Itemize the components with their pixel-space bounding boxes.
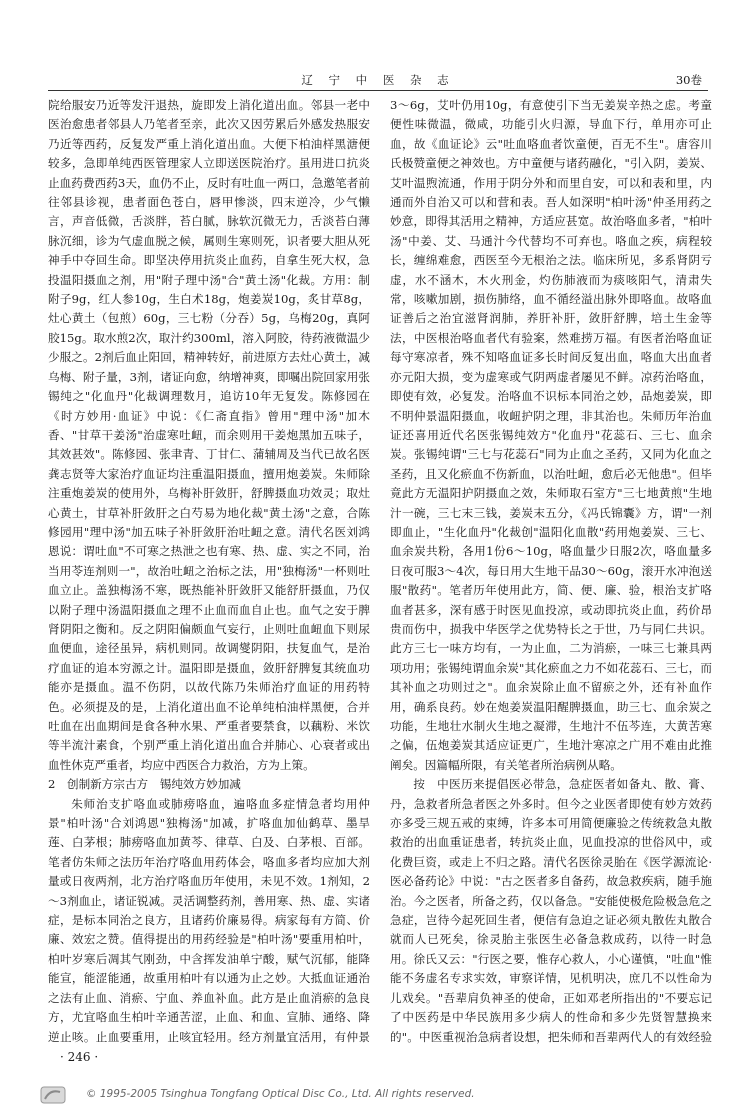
page-number: · 246 · <box>60 1050 99 1064</box>
journal-title: 辽 宁 中 医 杂 志 <box>301 73 455 87</box>
right-column <box>390 96 712 1046</box>
volume-label: 30卷 <box>675 73 702 87</box>
paragraph: 朱师治支扩咯血或肺痨咯血，遍咯血多症情急者均用仲景"柏叶汤"合刘鸿恩"独梅汤"加减，扩咯血加仙鹤草、墨旱莲、白茅根；肺痨咯血加黄芩、律草、白及、白茅根、百部。笔者仿朱师之法历年治疗咯血用药体会，咯血多者均应加大剂量或日夜两剂，北方治疗咯血历年使用，未见不效。1剂知，2～3剂血止，诸证锐减。灵活调整药剂，善用寒、热、虚、实诸症，是标本同治之良方，且诸药价廉易得。病家每有方简、价廉、效宏之赞。值得提出的用药经验是"柏叶汤"要重用柏叶，柏叶岁寒后凋其气刚劲，中含挥发油单宁酸，赋气沉郁，能降能宣，能涩能通，故重用柏叶有以通为止之妙。大抵血证通治之法有止血、消瘀、宁血、养血补血。此方是止血消瘀的急良方，尤宜咯血生柏叶辛通苦涩，止血、和血、宣肺、通络、降逆止咳。止血要重用，止咳宜轻用。经方剂量宜活用，有仲景 <box>48 796 370 1044</box>
running-header <box>48 70 708 91</box>
paragraph: 院给服安乃近等发汗退热，旋即发上消化道出血。邻县一老中医治愈患者邻县人乃笔者至亲，此次又因劳累后外感发热服安乃近等西药，反复发严重上消化道出血。大便下柏油样黑溏便较多，急即单纯西医管理家人立即送医院治疗。虽用进口抗炎止血药费西药3天，血仍不止，反时有吐血一两口，急邀笔者前往邻县诊视，患者面色苍白，唇甲惨淡，四末逆冷，少气懒言，声音低微，舌淡胖，苔白腻，脉软沉微无力，舌淡苔白薄脉沉细，诊为气虚血脱之候，属则生寒则死，识者要大胆从死神手中夺回生命。即坚决停用抗炎止血药，自拿生死大权，急投温阳摄血之剂，用"附子理中汤"合"黄土汤"化裁。方用：制附子9g，红人参10g，生白术18g，炮姜炭10g，炙甘草8g，灶心黄土（包煎）60g，三七粉（分吞）5g，乌梅20g，真阿胶15g。取水煎2次，取汁约300ml，溶入阿胶，待药液微温少少服之。2剂后血止阳回，精神转好，前进原方去灶心黄土，减乌梅、附子量，3剂，诸证向愈，纳增神爽，即嘱出院回家用张锡纯之"化血丹"化裁调理数月，追访10年无复发。陈修园在《时方妙用·血证》中说：《仁斋直指》曾用"理中汤"加木香、"甘草干姜汤"治虚寒吐衄，而余则用干姜炮黑加五味子，其效甚效"。陈修园、张聿青、丁甘仁、蒲辅周及当代已故名医龚志贤等大家治疗血证均注重温阳摄血，擅用炮姜炭。朱师除注重炮姜炭的使用外，乌梅补肝敛肝，舒脾摄血功效灵；取灶心黄土，甘草补肝敛肝之白芍易为地化裁"黄土汤"之意，合陈修园用"理中汤"加五味子补肝敛肝治吐衄之意。清代名医刘鸿恩说：谓吐血"不可寒之热泄之也有寒、热、虚、实之不同，治当用苓连剂则一"，故治吐衄之治标之法，用"独梅汤"一杯则吐血立止。盖独梅汤不寒，既热能补肝敛肝又能舒肝摄血，乃仅以附子理中汤温阳摄血之理不止血而血自止也。血气之安于脾肾阴阳之衡和。反之阴阳偏颇血气妄行，止则吐血衄血下则尿血便血，途径虽异，病机则同。故调燮阴阳，扶复血气，是治疗血证的追本穷源之计。温阳即是摄血，敛肝舒脾复其统血功能亦是摄血。温不伤阴，以故代陈乃朱师治疗血证的用药特色。必须提及的是，上消化道出血不论单纯柏油样黑便，合并吐血在出血期间是食各种水果、严重者要禁食，以藕粉、米饮等半流汁素食，个别严重上消化道出血合并肺心、心衰者或出血性休克严重者，均应中西医合力救治，方为上策。 <box>48 98 370 772</box>
publisher-logo-icon <box>40 1086 66 1104</box>
section-heading: 2 创制新方宗古方 锡纯效方妙加减 <box>48 777 241 792</box>
copyright-notice: © 1995-2005 Tsinghua Tongfang Optical Disc Co., Ltd. All rights reserved. <box>86 1088 475 1100</box>
paragraph: 3～6g，艾叶仍用10g，有意使引下当无姜炭辛热之虑。考童便性味微温，微咸，功能引火归源，导血下行，单用亦可止血，故《血证论》云"吐血咯血者饮童便，百无不生"。唐容川氏极赞童便之神效也。方中童便与诸药融化，"引入阴，姜炭、艾叶温煦流通，作用于阴分外和而里自安，可以和表和里，内通而外自治又可以和营和表。吾人如深明"柏叶汤"仲圣用药之妙意，即得其活用之精神，方适应甚宽。故治咯血多者，"柏叶汤"中姜、艾、马通汁今代替均不可弃也。咯血之疾，病程较长，缠绵难愈，西医至今无根治之法。临床所见，多系肾阴亏虚，水不涵木，木火刑金，灼伤肺液而为痰咳阳气，清肃失常，咳嗽加剧，损伤肺络，血不循经溢出脉外即咯血。故咯血证善后之治宜滋肾润肺，养肝补肝，敛肝舒脾，培土生金等法，中医根治咯血者代有验案，然难捞万福。有医者治咯血证每守寒凉者，殊不知咯血证多长时间反复出血，咯血大出血者亦元阳大损，变为虚寒或气阴两虚者屡见不鲜。凉药治咯血，即使有效，必复发。治咯血不识标本同治之妙，品炮姜炭，即不明仲景温阳摄血，收衄护阴之理，非其治也。朱师历年治血证还喜用近代名医张锡纯效方"化血丹"花蕊石、三七、血余炭。张锡纯谓"三七与花蕊石"同为止血之圣药，又同为化血之圣药，且又化瘀血不伤新血，以治吐衄，愈后必无他患"。但毕竟此方无温阳护阴摄血之效，朱师取石室方"三七地黄煎"生地汁一碗，三七末三钱，姜炭末五分，《冯氏锦囊》方，谓"一剂即血止，"生化血丹"化裁创"温阳化血散"药用炮姜炭、三七、血余炭共粉，各用1份6～10g，咯血量少日服2次，咯血量多日夜可服3～4次，每日用大生地干品30～60g，滚开水冲泡送服"散药"。笔者历年使用此方，简、便、廉、验，根治支扩咯血者甚多，深有感于时医见血投凉，或动即抗炎止血，药价昂贵而伤中，损我中华医学之优势特长之于世，乃与同仁共识。此方三七一味方均有，一为止血，二为消瘀，一味三七兼具两项功用；张锡纯谓血余炭"其化瘀血之力不如花蕊石、三七，而其补血之功则过之"。血余炭除止血不留瘀之外，还有补血作用，确系良药。妙在炮姜炭温阳醒脾摄血，助三七、血余炭之功能，生地壮水制火生地之凝滞，生地汁不伍芩连，大黄苦寒之偏，伍炮姜炭其适应证更广，生地汁寒凉之广用不难由此推阐矣。因篇幅所限，有关笔者所治病例从略。 <box>390 98 712 772</box>
article-body <box>48 96 712 1046</box>
left-column <box>48 96 370 1046</box>
footer <box>40 1086 720 1106</box>
paragraph: 按 中医历来提倡医必带急，急症医者如备丸、散、膏、丹，急救者所急者医之外多时。但今之业医者即使有妙方效药亦多受三规五戒的束缚，许多本可用简便廉验之传统救急丸散救治的出血重证患者，转抗炎止血，见血投凉的世俗风中，或化费巨资，或走上不归之路。清代名医徐灵胎在《医学源流论·医必备药论》中说："古之医者多自备药，故急救疾病，随手施治。今之医者，所备之药，仅以备急。"安能使极危险极急危之急症，岂待今起死回生者，便信有急迫之证必须丸散佐丸散合就而人已死矣，徐灵胎主张医生必备急救成药，以待一时急用。徐氏又云："行医之要，惟存心救人，小心谨慎，"吐血"惟能不务虚名专求实效，审察详情，见机明决，庶几不以性命为儿戏矣。"吾辈肩负神圣的使命，正如邓老所指出的"不要忘记了中医药是中华民族用多少病人的性命和多少先贤智慧换来的"。中医重视治急病者设想，把朱师和吾辈两代人的有效经验 <box>390 777 712 1044</box>
